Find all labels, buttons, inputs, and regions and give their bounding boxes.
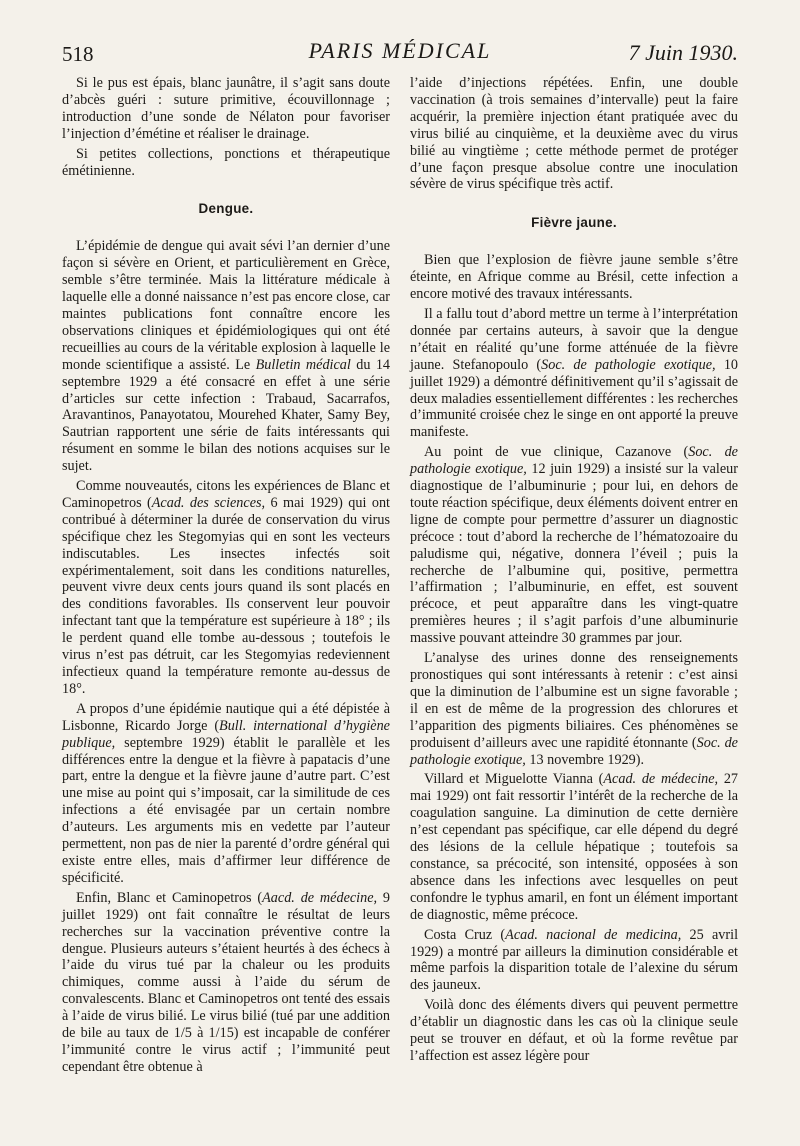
issue-date: 7 Juin 1930. (628, 40, 738, 65)
dengue-body (62, 238, 390, 1075)
section-title-fievre-jaune: Fièvre jaune. (531, 215, 617, 231)
paragraph: Au point de vue clinique, Cazanove (Soc. de pathologie exotique, 12 juin 1929) a insisté sur la valeur diagnostique de l’albuminurie ; pour lui, en dehors de toute réaction spécifique, deux éléments doivent entrer en ligne de compte pour permettre d’assurer un diagnostic précoce : tout d’abord la recherche de l’hématozoaire du paludisme qui, négative, donnera l’éveil ; puis la recherche de l’albumine qui, positive, permettra l’affirmation ; l’albuminurie, en effet, est souvent précoce, et peut apparaître dans les vingt-quatre premières heures ; il s’agit parfois d’une albuminurie massive pouvant atteindre 30 grammes par jour. (410, 444, 738, 647)
paragraph: Voilà donc des éléments divers qui peuvent permettre d’établir un diagnostic dans les cas où la clinique seule peut se trouver en défaut, et où la forme revêtue par l’affection est assez légère pour (410, 997, 738, 1064)
fievre-jaune-body (410, 252, 738, 1065)
right-column (410, 75, 738, 1068)
section-title-dengue: Dengue. (198, 201, 254, 217)
paragraph: Enfin, Blanc et Caminopetros (Aacd. de médecine, 9 juillet 1929) ont fait connaître le résultat de leurs recherches sur la vaccination préventive contre la dengue. Plusieurs auteurs s’étaient heurtés à des échecs à l’aide du virus tué par la chaleur ou les produits chimiques, comme aussi à l’aide du sérum de convalescents. Blanc et Caminopetros ont tenté des essais à l’aide de virus bilié. Le virus bilié (tué par une addition de bile au taux de 1/5 à 1/15) est incapable de conférer l’immunité contre le virus actif ; l’immunité peut cependant être obtenue à (62, 889, 390, 1075)
page-header (62, 38, 738, 68)
left-intro (62, 75, 390, 179)
paragraph: Si petites collections, ponctions et thérapeutique émétinienne. (62, 145, 390, 179)
paragraph: L’épidémie de dengue qui avait sévi l’an dernier d’une façon si sévère en Orient, et particulièrement en Grèce, semble s’être terminée. Mais la littérature médicale à laquelle elle a donné naissance n’est pas encore close, car maintes publications font connaître encore les observations cliniques et épidémiologiques qui ont été recueillies au cours de la véritable explosion à laquelle le monde scientifique a assisté. Le Bulletin médical du 14 septembre 1929 a été consacré en effet à une série d’articles sur cette infection : Trabaud, Sacarrafos, Aravantinos, Panayotatou, Mourehed Khater, Samy Bey, Sautrian rapportent une série de faits intéressants qui résument en somme le bilan des notions acquises sur le sujet. (62, 238, 390, 475)
paragraph: Villard et Miguelotte Vianna (Acad. de médecine, 27 mai 1929) ont fait ressortir l’intérêt de la recherche de la coagulation sanguine. La diminution de cette dernière n’est cependant pas spécifique, car elle dépend du degré des lésions de la cellule hépatique ; toutefois sa constance, sa précocité, son intensité, opposées à son absence dans les infections avec lesquelles on peut confondre le typhus amaril, en font un élément important de diagnostic, même précoce. (410, 771, 739, 923)
journal-title: PARIS MÉDICAL (308, 38, 492, 63)
paragraph: Si le pus est épais, blanc jaunâtre, il s’agit sans doute d’abcès guéri : suture primitive, écouvillonnage ; introduction d’une sonde de Nélaton pour favoriser l’injection d’émétine et réaliser le drainage. (62, 75, 390, 142)
paragraph: Comme nouveautés, citons les expériences de Blanc et Caminopetros (Acad. des sciences, 6 mai 1929) qui ont contribué à déterminer la durée de conservation du virus spécifique chez les Stegomyias qui en sont les vecteurs indiscutables. Les insectes infectés soit expérimentalement, soit dans les conditions naturelles, peuvent vivre deux cents jours quand ils sont placés en des conditions favorables. Ils conservent leur pouvoir infectant tant que la température est supérieure à 18° ; ils le perdent quand elle tombe au-dessous ; toutefois le virus n’est pas détruit, car les Stegomyias redeviennent infectieux quand la température remonte au-dessus de 18°. (62, 478, 390, 697)
paragraph: Costa Cruz (Acad. nacional de medicina, 25 avril 1929) a montré par ailleurs la diminution considérable et même parfois la disparition totale de l’alexine du sérum des jauneux. (410, 926, 739, 994)
paragraph: l’aide d’injections répétées. Enfin, une double vaccination (à trois semaines d’intervalle) peut la faire acquérir, la première injection étant pratiquée avec du virus bilié au cinquième, et la deuxième avec du virus bilié au vingtième ; cette méthode permet de protéger d’une façon presque absolue contre une inoculation sévère de virus spécifique très actif. (410, 75, 738, 193)
paragraph: A propos d’une épidémie nautique qui a été dépistée à Lisbonne, Ricardo Jorge (Bull. international d’hygiène publique, septembre 1929) établit le parallèle et les différences entre la dengue et la fièvre à papatacis d’une part, entre la dengue et la fièvre jaune d’autre part. C’est une mise au point qui s’imposait, car la similitude de ces infections a été envisagée par un certain nombre d’auteurs. Les arguments mis en vedette par l’auteur permettent, non pas de nier la parenté d’ordre général qui existe entre elles, mais d’affirmer leur différence de spécificité. (62, 700, 390, 886)
left-column (62, 75, 390, 1079)
paragraph: Bien que l’explosion de fièvre jaune semble s’être éteinte, en Afrique comme au Brésil, cette infection a encore motivé des travaux intéressants. (410, 252, 738, 303)
paragraph: L’analyse des urines donne des renseignements pronostiques qui sont intéressants à retenir : c’est ainsi que la diminution de l’albumine est un signe favorable ; il en est de même de la progression des chlorures et l’apparition des pigments biliaires. Ces phénomènes se produisent d’ailleurs avec une rapidité étonnante (Soc. de pathologie exotique, 13 novembre 1929). (410, 650, 738, 768)
page-number: 518 (62, 42, 94, 66)
right-intro (410, 75, 738, 193)
paragraph: Il a fallu tout d’abord mettre un terme à l’interprétation donnée par certains auteurs, à savoir que la dengue n’était en réalité qu’une forme atténuée de la fièvre jaune. Stefanopoulo (Soc. de pathologie exotique, 10 juillet 1929) a démontré définitivement qu’il s’agissait de deux maladies essentiellement différentes : les recherches d’immunité croisée chez le singe en ont apporté la preuve manifeste. (410, 305, 739, 441)
